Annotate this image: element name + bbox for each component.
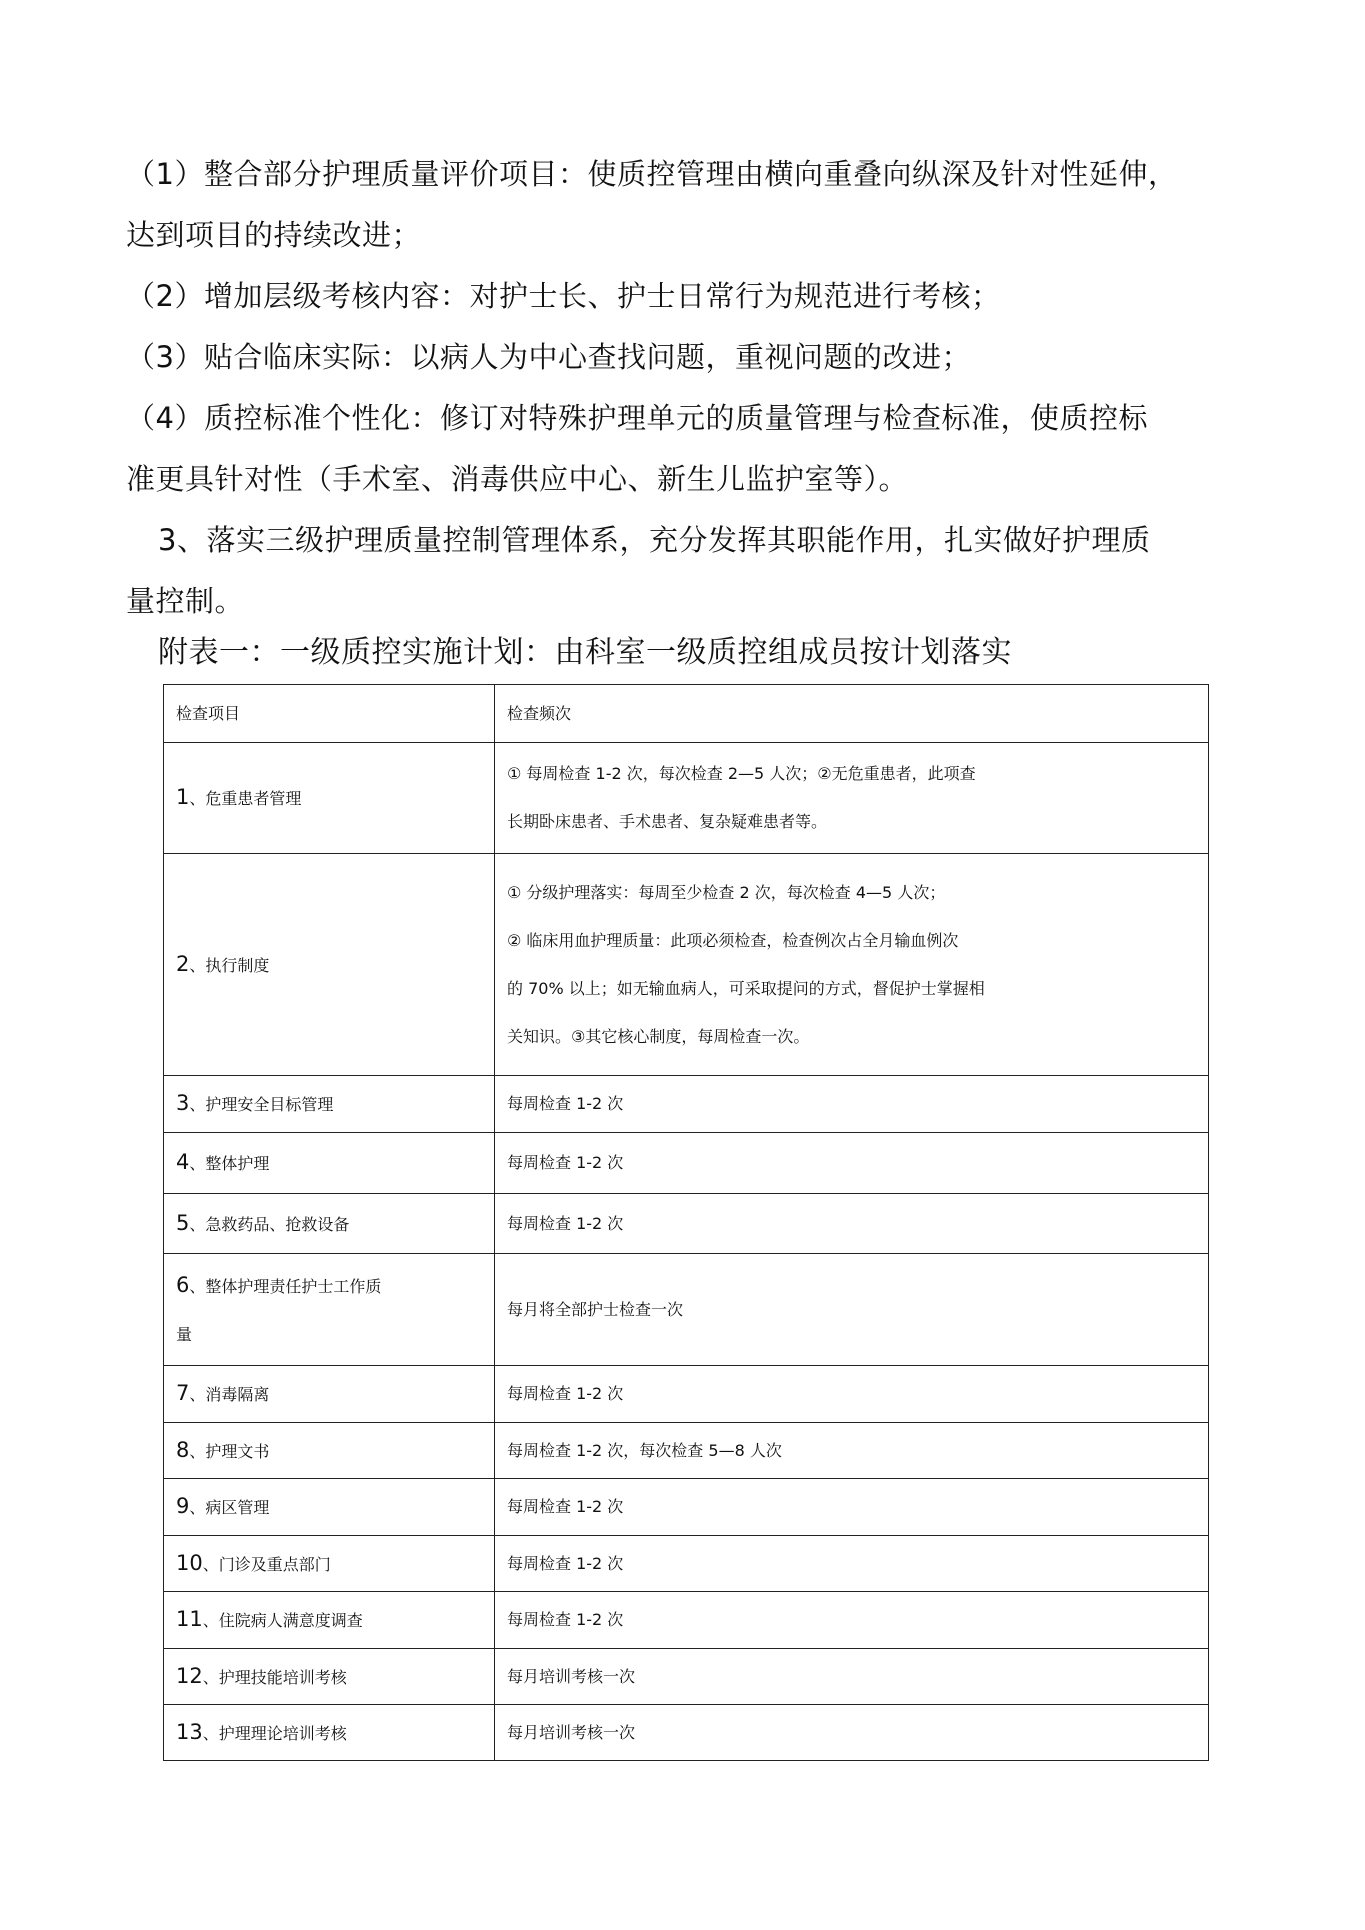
table-row	[164, 1649, 1209, 1705]
item-label: 、护理理论培训考核	[202, 1723, 347, 1743]
item-label: 、门诊及重点部门	[202, 1554, 331, 1574]
item-label: 、执行制度	[189, 955, 270, 975]
table-caption: 附表一：一级质控实施计划：由科室一级质控组成员按计划落实	[158, 635, 1012, 670]
paragraph-5-line-1: 3、落实三级护理质量控制管理体系，充分发挥其职能作用，扎实做好护理质	[158, 523, 1151, 557]
item-cell	[164, 1423, 495, 1479]
item-label: 、危重患者管理	[189, 789, 302, 808]
frequency-cell: 每周检查 1-2 次	[495, 1133, 1209, 1194]
item-cell	[164, 1592, 495, 1649]
item-cell	[164, 1479, 495, 1536]
frequency-line: 长期卧床患者、手术患者、复杂疑难患者等。	[507, 812, 828, 831]
frequency-cell: 每周检查 1-2 次	[495, 1479, 1209, 1536]
table-row	[164, 1479, 1209, 1536]
paragraph-3: （3）贴合临床实际：以病人为中心查找问题，重视问题的改进；	[126, 340, 971, 374]
item-number: 8	[176, 1437, 190, 1462]
item-cell	[164, 1366, 495, 1423]
header-item: 检查项目	[164, 685, 495, 743]
table-row	[164, 1133, 1209, 1194]
frequency-cell: 每月培训考核一次	[495, 1705, 1209, 1761]
frequency-cell: 每周检查 1-2 次	[495, 1536, 1209, 1592]
frequency-cell: 每周检查 1-2 次	[495, 1592, 1209, 1649]
frequency-cell: 每月将全部护士检查一次	[495, 1254, 1209, 1366]
paragraph-4-line-2: 准更具针对性（手术室、消毒供应中心、新生儿监护室等）。	[126, 462, 909, 496]
frequency-cell	[495, 743, 1209, 854]
frequency-line: ① 分级护理落实：每周至少检查 2 次，每次检查 4—5 人次；	[507, 882, 946, 902]
item-number: 6	[176, 1272, 190, 1297]
frequency-line: ② 临床用血护理质量：此项必须检查，检查例次占全月输血例次	[507, 930, 959, 950]
item-label: 、整体护理	[189, 1154, 270, 1173]
table-row	[164, 1366, 1209, 1423]
item-number: 3	[176, 1091, 190, 1115]
item-label: 、急救药品、抢救设备	[189, 1214, 350, 1234]
item-number: 13	[176, 1719, 203, 1744]
table-row	[164, 1194, 1209, 1254]
table-row	[164, 854, 1209, 1076]
item-cell	[164, 1536, 495, 1592]
table-row	[164, 1254, 1209, 1366]
item-line	[176, 1261, 482, 1311]
item-label: 、消毒隔离	[189, 1385, 270, 1404]
item-label: 、护理文书	[189, 1441, 270, 1461]
paragraph-4-line-1: （4）质控标准个性化：修订对特殊护理单元的质量管理与检查标准，使质控标	[126, 401, 1148, 435]
item-cell	[164, 1254, 495, 1366]
paragraph-5-line-2: 量控制。	[126, 584, 245, 618]
item-cell	[164, 1649, 495, 1705]
item-number: 1	[176, 785, 190, 809]
item-label: 、病区管理	[189, 1498, 270, 1517]
frequency-cell: 每周检查 1-2 次	[495, 1194, 1209, 1254]
header-frequency: 检查频次	[495, 685, 1209, 743]
item-number: 10	[176, 1550, 203, 1575]
table-row	[164, 1536, 1209, 1592]
table-row	[164, 1705, 1209, 1761]
item-number: 11	[176, 1607, 203, 1631]
table-row	[164, 1423, 1209, 1479]
frequency-cell: 每周检查 1-2 次	[495, 1076, 1209, 1133]
table-row	[164, 743, 1209, 854]
item-number: 7	[176, 1381, 190, 1405]
frequency-cell	[495, 854, 1209, 1076]
frequency-line: ① 每周检查 1-2 次，每次检查 2—5 人次；②无危重患者，此项查	[507, 764, 976, 783]
item-label: 、护理技能培训考核	[202, 1667, 347, 1687]
item-number: 12	[176, 1663, 203, 1688]
item-number: 9	[176, 1494, 190, 1518]
quality-control-table	[163, 684, 1209, 1761]
frequency-cell: 每周检查 1-2 次，每次检查 5—8 人次	[495, 1423, 1209, 1479]
item-cell	[164, 743, 495, 854]
item-label: 、护理安全目标管理	[189, 1095, 334, 1114]
frequency-cell: 每周检查 1-2 次	[495, 1366, 1209, 1423]
item-number: 2	[176, 951, 190, 976]
frequency-line: 关知识。③其它核心制度，每周检查一次。	[507, 1026, 810, 1046]
item-label-continued: 量	[176, 1324, 193, 1344]
item-cell	[164, 1076, 495, 1133]
paragraph-1-line-1: （1）整合部分护理质量评价项目：使质控管理由横向重叠向纵深及针对性延伸，	[126, 157, 1178, 191]
table-row	[164, 1076, 1209, 1133]
item-number: 4	[176, 1150, 190, 1174]
item-cell	[164, 1194, 495, 1254]
item-label: 、住院病人满意度调查	[202, 1611, 363, 1630]
paragraph-2: （2）增加层级考核内容：对护士长、护士日常行为规范进行考核；	[126, 279, 1001, 313]
item-cell	[164, 1133, 495, 1194]
frequency-cell: 每月培训考核一次	[495, 1649, 1209, 1705]
table-row	[164, 1592, 1209, 1649]
item-number: 5	[176, 1210, 190, 1235]
table-header-row	[164, 685, 1209, 743]
frequency-line: 的 70% 以上；如无输血病人，可采取提问的方式，督促护士掌握相	[507, 978, 985, 998]
item-cell	[164, 1705, 495, 1761]
item-cell	[164, 854, 495, 1076]
item-label: 、整体护理责任护士工作质	[189, 1276, 382, 1296]
paragraph-1-line-2: 达到项目的持续改进；	[126, 218, 422, 252]
